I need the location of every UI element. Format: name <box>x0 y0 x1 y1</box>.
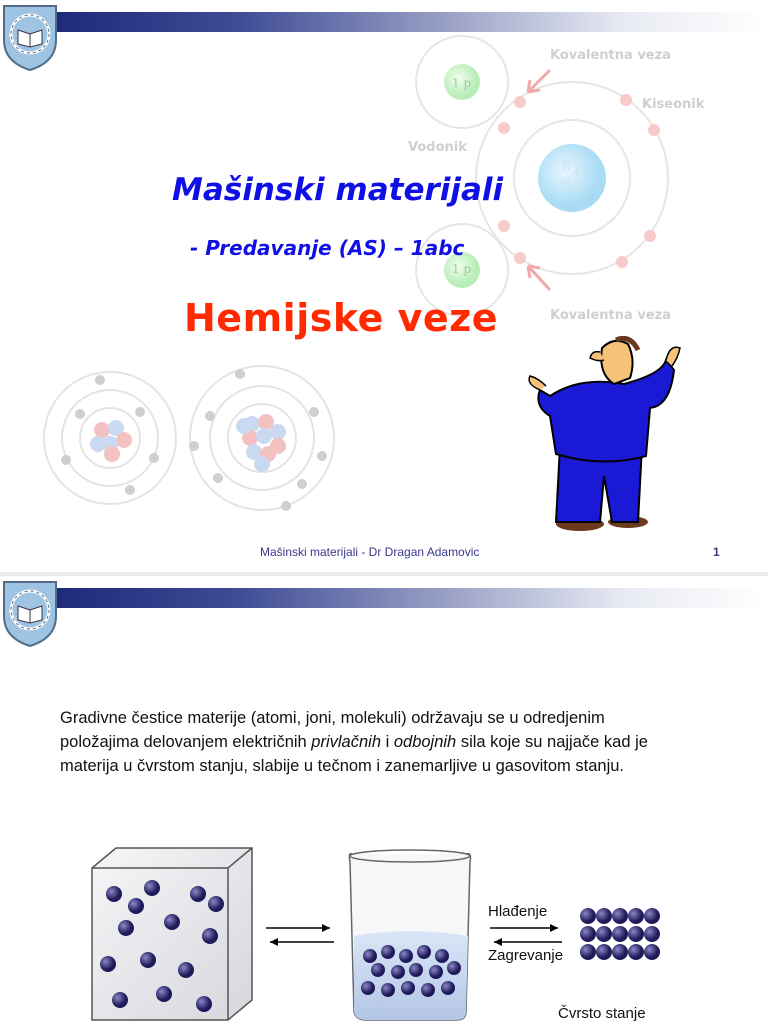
label-oxygen: Kiseonik <box>642 97 705 112</box>
slide-2 <box>0 576 768 1024</box>
paragraph-emphasis-attractive: privlačnih <box>311 733 381 751</box>
label-proton-top: 1 p <box>452 76 472 90</box>
university-shield-logo <box>0 576 60 648</box>
gas-state-box-illustration <box>86 844 256 1024</box>
label-heating: Zagrevanje <box>488 947 564 964</box>
header-gradient-bar <box>56 12 768 32</box>
label-proton-bottom: 1 p <box>452 262 472 276</box>
phase-change-arrows-icon <box>486 920 566 950</box>
paragraph-text-1: Gradivne čestice materije (atomi, joni, molekuli) održavaju se u odredjenim položajima delovanjem električnih <box>60 709 605 751</box>
label-cooling: Hlađenje <box>488 903 548 920</box>
label-nucleus-protons: 8 p <box>562 160 583 175</box>
label-covalent-bond-bottom: Kovalentna veza <box>550 308 671 323</box>
topic-title: Hemijske veze <box>184 296 499 340</box>
page-number: 1 <box>713 545 720 559</box>
paragraph-emphasis-repulsive: odbojnih <box>393 733 457 751</box>
header-gradient-bar <box>56 588 768 608</box>
paragraph-text-3: sila koje su najjače kad je materija u čvrstom stanju, slabije u tečnom i zanemarljive u gasovitom stanju. <box>60 733 648 775</box>
atom-models-illustration <box>40 360 350 520</box>
liquid-state-beaker-illustration <box>344 848 476 1024</box>
scientist-cartoon <box>520 336 688 536</box>
label-covalent-bond-top: Kovalentna veza <box>550 48 671 63</box>
paragraph-text-2: i <box>381 733 394 751</box>
footer-text: Mašinski materijali - Dr Dragan Adamovic <box>260 545 480 559</box>
equilibrium-arrows-icon <box>262 920 338 950</box>
label-hydrogen: Vodonik <box>408 140 467 155</box>
solid-state-lattice-illustration <box>578 906 664 962</box>
university-shield-logo <box>0 0 60 72</box>
label-solid-state: Čvrsto stanje <box>558 1005 646 1022</box>
presentation-subtitle: - Predavanje (AS) – 1abc <box>190 236 465 260</box>
label-nucleus-neutrons: 8 n <box>562 178 583 193</box>
intro-paragraph <box>60 706 680 778</box>
presentation-title: Mašinski materijali <box>172 172 504 208</box>
